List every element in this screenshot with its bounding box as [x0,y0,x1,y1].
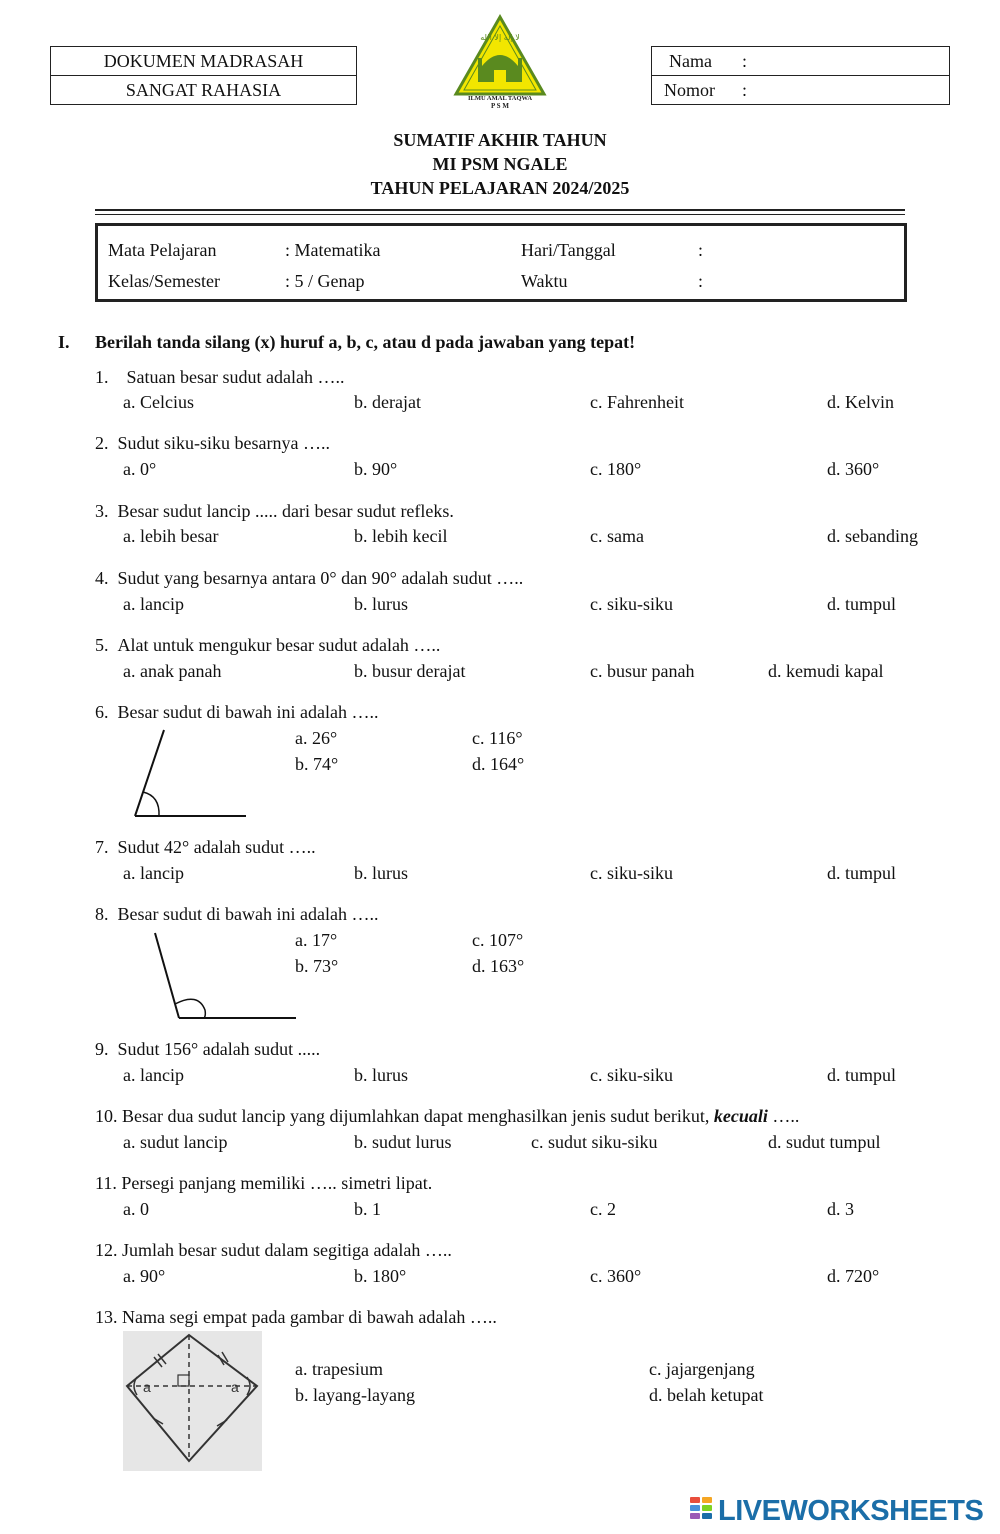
title-divider-bottom [95,214,905,215]
option-a[interactable]: a. 17° [295,930,338,950]
name-colon: : [742,51,748,71]
option-b[interactable]: b. 90° [354,459,398,479]
day-label: Hari/Tanggal [521,240,616,260]
question-number: 2. [95,433,109,453]
question-8 [95,902,378,926]
section-instruction: Berilah tanda silang (x) huruf a, b, c, atau d pada jawaban yang tepat! [95,332,636,352]
option-a[interactable]: a. trapesium [295,1359,383,1379]
kite-angle-label-right: a [231,1379,239,1395]
question-text: Alat untuk mengukur besar sudut adalah ….. [117,635,441,655]
document-classification-box [50,46,357,105]
school-name: MI PSM NGALE [432,154,568,174]
school-logo [452,14,548,110]
option-a[interactable]: a. lebih besar [123,526,219,546]
option-c[interactable]: c. jajargenjang [649,1359,755,1379]
option-c[interactable]: c. siku-siku [590,863,673,883]
question-2 [95,431,330,455]
time-label: Waktu [521,271,568,291]
liveworksheets-wordmark: LIVEWORKSHEETS [718,1494,984,1527]
question-text: Sudut yang besarnya antara 0° dan 90° adalah sudut ….. [117,568,524,588]
question-text: Sudut 156° adalah sudut ..... [117,1039,321,1059]
question-number: 10. [95,1106,118,1126]
option-b[interactable]: b. 73° [295,956,339,976]
title-divider-top [95,209,905,211]
name-label: Nama [669,51,712,71]
question-9 [95,1037,320,1061]
option-c[interactable]: c. 116° [472,728,523,748]
option-b[interactable]: b. 180° [354,1266,407,1286]
question-5 [95,633,440,657]
kite-figure-q13 [123,1331,262,1471]
question-emphasis: kecuali [713,1106,768,1126]
question-number: 1. [95,367,109,387]
number-colon: : [742,80,748,100]
option-d[interactable]: d. tumpul [827,863,897,883]
option-a[interactable]: a. 90° [123,1266,166,1286]
question-7 [95,835,316,859]
option-a[interactable]: a. 26° [295,728,338,748]
option-c[interactable]: c. siku-siku [590,1065,673,1085]
section-number: I. [58,332,70,352]
question-11 [95,1171,432,1195]
exam-title: SUMATIF AKHIR TAHUN [393,130,607,150]
day-value: : [698,240,704,260]
class-label: Kelas/Semester [108,271,220,291]
option-d[interactable]: d. tumpul [827,594,897,614]
logo-initials: P S M [491,102,509,110]
question-4 [95,566,523,590]
option-b[interactable]: b. lurus [354,1065,408,1085]
question-text: Besar sudut lancip ..... dari besar sudut refleks. [117,501,454,521]
question-13 [95,1305,497,1329]
kite-angle-label-left: a [143,1379,151,1395]
option-b[interactable]: b. 1 [354,1199,381,1219]
option-c[interactable]: c. siku-siku [590,594,673,614]
question-number: 12. [95,1240,118,1260]
option-d[interactable]: d. tumpul [827,1065,897,1085]
question-1 [95,365,344,389]
classification-line-1: DOKUMEN MADRASAH [103,51,304,71]
option-b[interactable]: b. lebih kecil [354,526,448,546]
option-b[interactable]: b. busur derajat [354,661,466,681]
option-b[interactable]: b. derajat [354,392,421,412]
option-c[interactable]: c. 2 [590,1199,616,1219]
name-row [652,47,949,75]
question-3 [95,499,454,523]
liveworksheets-logo[interactable] [690,1494,983,1528]
option-c[interactable]: c. 107° [472,930,524,950]
option-b[interactable]: b. 74° [295,754,339,774]
option-d[interactable]: d. 164° [472,754,525,774]
option-a[interactable]: a. Celcius [123,392,194,412]
number-label: Nomor [664,80,715,100]
option-c[interactable]: c. 360° [590,1266,642,1286]
option-a[interactable]: a. 0 [123,1199,149,1219]
question-text: Jumlah besar sudut dalam segitiga adalah ….. [122,1240,452,1260]
academic-year: TAHUN PELAJARAN 2024/2025 [370,178,630,198]
question-12 [95,1238,452,1262]
question-number: 9. [95,1039,109,1059]
question-text: Sudut siku-siku besarnya ….. [117,433,330,453]
logo-motto: ILMU AMAL TAQWA [467,95,533,102]
question-number: 3. [95,501,109,521]
option-b[interactable]: b. lurus [354,594,408,614]
option-c[interactable]: c. 180° [590,459,642,479]
subject-label: Mata Pelajaran [108,240,217,260]
question-number: 7. [95,837,109,857]
question-number: 5. [95,635,109,655]
option-a[interactable]: a. lancip [123,863,184,883]
option-b[interactable]: b. lurus [354,863,408,883]
question-number: 6. [95,702,109,722]
angle-figure-q6 [130,726,250,822]
question-text: Satuan besar sudut adalah ….. [126,367,345,387]
option-d[interactable]: d. 360° [827,459,880,479]
number-row [652,75,949,104]
question-6 [95,700,378,724]
question-text: Besar sudut di bawah ini adalah ….. [117,702,379,722]
option-d[interactable]: d. 3 [827,1199,854,1219]
option-b[interactable]: b. sudut lurus [354,1132,452,1152]
student-identity-box [651,46,950,105]
time-value: : [698,271,704,291]
question-text: Persegi panjang memiliki ….. simetri lipat. [121,1173,433,1193]
option-a[interactable]: a. sudut lancip [123,1132,228,1152]
question-number: 11. [95,1173,117,1193]
question-text: Besar sudut di bawah ini adalah ….. [117,904,379,924]
option-d[interactable]: d. sudut tumpul [768,1132,881,1152]
classification-line-2: SANGAT RAHASIA [51,75,356,104]
question-number: 8. [95,904,109,924]
question-text: Nama segi empat pada gambar di bawah adalah ….. [122,1307,497,1327]
question-number: 13. [95,1307,118,1327]
question-text: Sudut 42° adalah sudut ….. [117,837,316,857]
option-c[interactable]: c. busur panah [590,661,695,681]
option-d[interactable]: d. sebanding [827,526,918,546]
option-d[interactable]: d. Kelvin [827,392,894,412]
logo-arabic: لا إله إلا الله [480,33,520,42]
option-c[interactable]: c. Fahrenheit [590,392,684,412]
angle-figure-q8 [150,928,300,1024]
option-a[interactable]: a. lancip [123,1065,184,1085]
option-a[interactable]: a. anak panah [123,661,222,681]
question-10 [95,1104,799,1128]
option-d[interactable]: d. 720° [827,1266,880,1286]
question-number: 4. [95,568,109,588]
liveworksheets-icon [690,1497,714,1525]
option-d[interactable]: d. 163° [472,956,525,976]
class-value: : 5 / Genap [285,271,365,291]
option-c[interactable]: c. sudut siku-siku [531,1132,658,1152]
option-a[interactable]: a. 0° [123,459,157,479]
option-d[interactable]: d. kemudi kapal [768,661,884,681]
subject-value: : Matematika [285,240,381,260]
question-text: Besar dua sudut lancip yang dijumlahkan dapat menghasilkan jenis sudut berikut, [122,1106,710,1126]
question-tail: ….. [767,1106,800,1126]
option-b[interactable]: b. layang-layang [295,1385,415,1405]
option-d[interactable]: d. belah ketupat [649,1385,764,1405]
option-a[interactable]: a. lancip [123,594,184,614]
exam-info-box [95,223,907,302]
option-c[interactable]: c. sama [590,526,644,546]
